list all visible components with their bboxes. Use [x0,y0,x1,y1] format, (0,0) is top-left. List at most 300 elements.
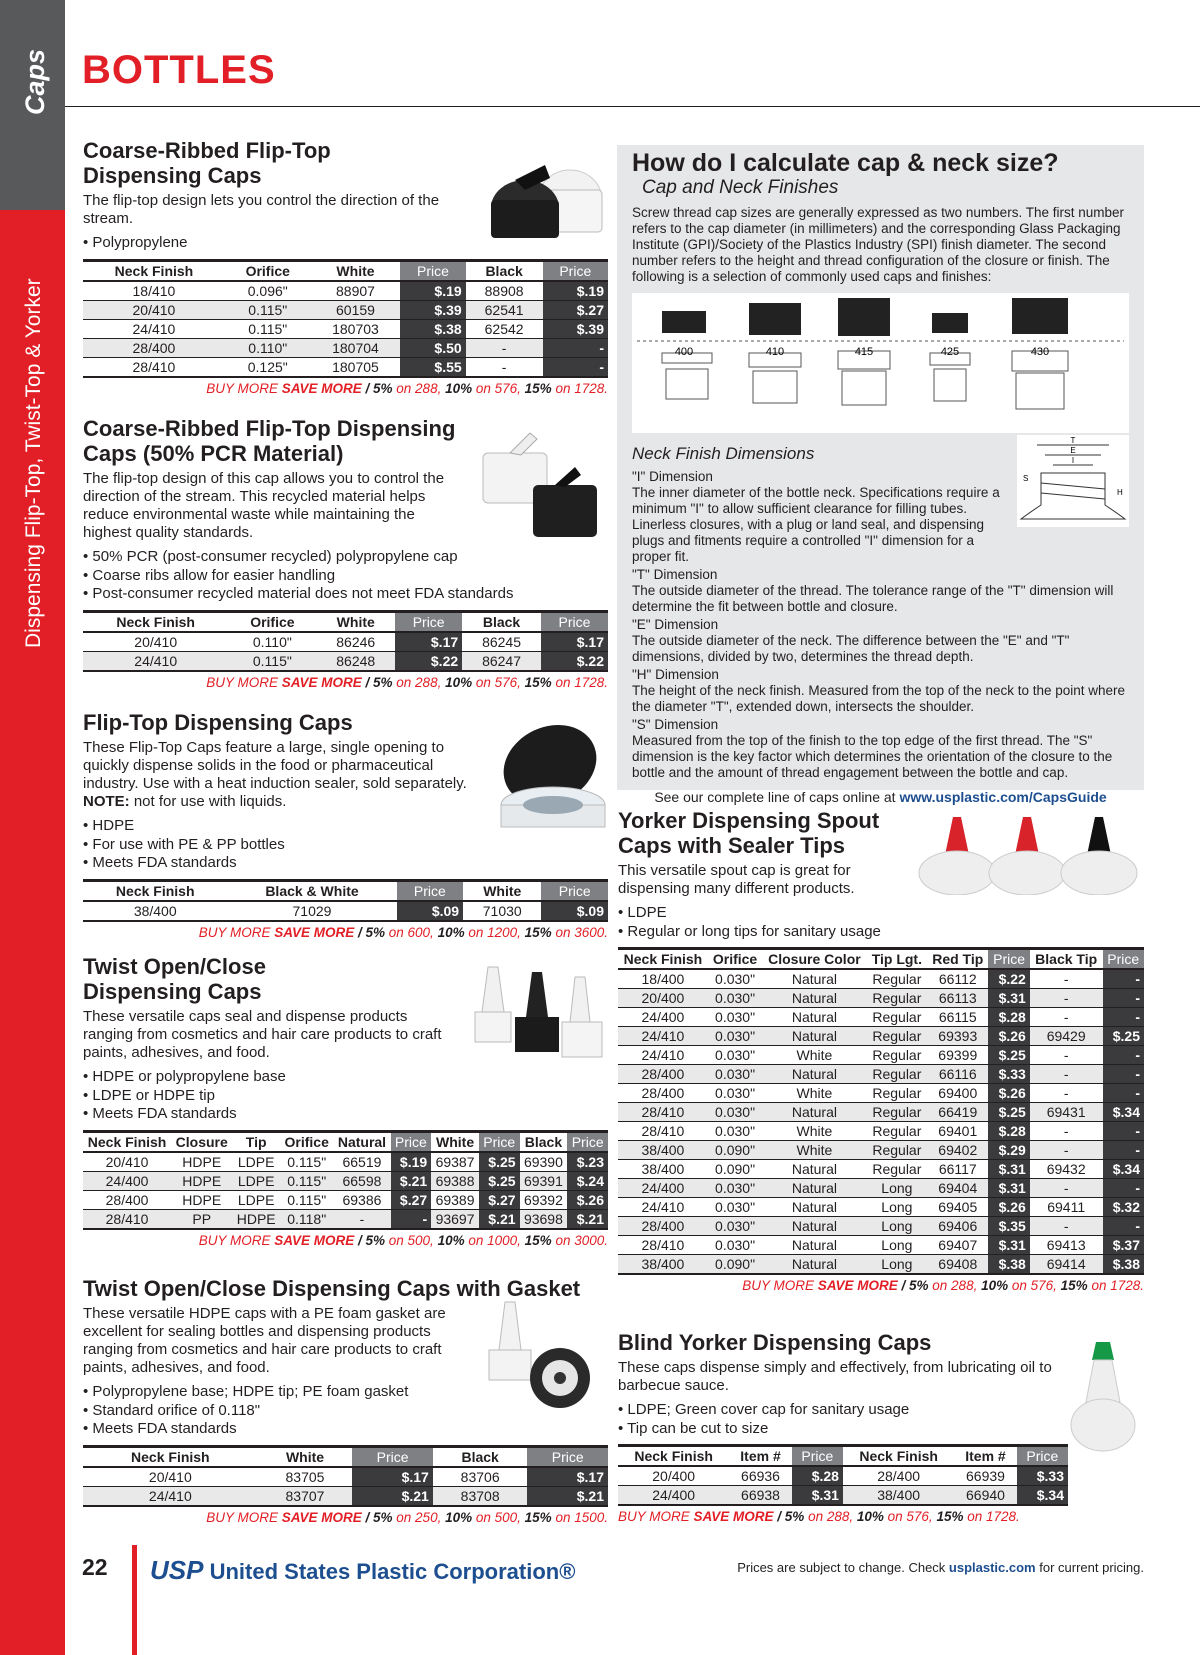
table-cell: 69399 [927,1046,988,1065]
table-cell: Natural [762,1217,866,1236]
table-row [618,1008,1144,1027]
table-cell: 60159 [311,300,401,319]
usp-logo-icon: USP [150,1555,204,1585]
table-cell: - [1030,1008,1103,1027]
yorker-caps-image [915,815,1145,900]
table-cell: $.19 [543,281,608,301]
table-cell: 86247 [462,651,541,671]
table-cell: Regular [867,1160,928,1179]
table-cell: 66939 [954,1466,1016,1486]
table-row [83,300,608,319]
table-cell: 0.110" [228,632,316,652]
column-header: Item # [954,1446,1016,1467]
table-cell: HDPE [171,1190,232,1209]
section-title: Coarse-Ribbed Flip-Top Dispensing Caps (50% PCR Material) [83,416,456,466]
table-cell: Natural [762,1065,866,1084]
feature-item: • LDPE or HDPE tip [83,1087,608,1106]
table-cell: 66112 [927,969,988,989]
table-cell: 24/400 [618,1486,729,1506]
table-cell: HDPE [171,1152,232,1172]
discount-qty: on 1728. [1087,1278,1144,1293]
table-cell: $.27 [391,1190,432,1209]
discount-percent: 10% [445,1509,473,1525]
column-header: Neck Finish [83,880,227,901]
desc-text: These Flip-Top Caps feature a large, single opening to quickly dispense solids in the food or pharmaceutical industry. Use with a heat induction sealer, sold separately. [83,739,467,792]
feature-list [83,548,608,604]
table-cell: 69429 [1030,1027,1103,1046]
table-cell: 38/400 [83,901,227,921]
column-header: Tip [232,1131,280,1152]
column-header: Price [541,880,608,901]
blind-yorker-cap-image [1068,1340,1148,1460]
table-row [618,1255,1144,1275]
table-cell: - [1103,1065,1145,1084]
column-header: Price [543,260,608,281]
table-cell: - [1103,1141,1145,1160]
column-header: Closure Color [762,949,866,970]
table-cell: 0.030" [708,1217,762,1236]
table-cell: $.33 [1017,1466,1068,1486]
table-cell: $.31 [988,989,1029,1008]
table-cell: - [333,1209,390,1229]
table-cell: - [1103,1217,1145,1236]
table-cell: $.23 [567,1152,608,1172]
discount-percent: 15% [524,924,552,940]
finish-label: 415 [854,346,874,358]
discount-qty: on 3000. [551,1232,608,1248]
table-row [618,1065,1144,1084]
column-header: Black [462,611,541,632]
save-text: / [361,380,374,396]
table-cell: $.35 [988,1217,1029,1236]
table-cell: $.24 [567,1171,608,1190]
table-cell: - [1030,1065,1103,1084]
table-cell: 88907 [311,281,401,301]
table-row [83,1209,608,1229]
finish-label: 410 [765,346,785,358]
column-header: White [316,611,395,632]
table-cell: Regular [867,969,928,989]
table-cell: - [1103,1046,1145,1065]
table-cell: $.25 [988,1103,1029,1122]
feature-item: • Meets FDA standards [83,1105,608,1124]
table-cell: 0.030" [708,1179,762,1198]
table-cell: 28/410 [618,1103,708,1122]
table-row [83,1467,608,1487]
column-header: Closure [171,1131,232,1152]
table-cell: - [1030,969,1103,989]
buy-more-save-more [83,1233,608,1248]
table-cell: $.33 [988,1065,1029,1084]
save-text: SAVE MORE [693,1509,774,1524]
column-header: Red Tip [927,949,988,970]
table-cell: Regular [867,1122,928,1141]
caps-guide-link[interactable]: www.usplastic.com/CapsGuide [899,789,1107,805]
feature-item: • HDPE [83,817,608,836]
dimension-name: "H" Dimension [632,667,719,682]
table-cell: 69400 [927,1084,988,1103]
discount-qty: on 288, [392,674,446,690]
table-cell: 69390 [520,1152,568,1172]
table-cell: $.39 [543,319,608,338]
table-cell: $.26 [567,1190,608,1209]
table-header-row [83,880,608,901]
table-header-row [618,1446,1068,1467]
dimension-text: The height of the neck finish. Measured from the top of the neck to the point where the diameter "T", extended down, intersects the shoulder. [632,683,1126,714]
discount-percent: 10% [437,924,465,940]
table-cell: 28/410 [83,1209,171,1229]
table-cell: 86246 [316,632,395,652]
diagram-label: T [1070,436,1076,445]
table-cell: Regular [867,1046,928,1065]
table-cell: 20/400 [618,989,708,1008]
column-header: Neck Finish [83,260,225,281]
buy-more-save-more [83,381,608,396]
table-cell: 0.030" [708,1122,762,1141]
notice-post: for current pricing. [1035,1560,1144,1575]
table-row [618,1122,1144,1141]
page-number: 22 [82,1554,108,1580]
table-cell: - [1103,1084,1145,1103]
table-cell: 71030 [463,901,541,921]
table-cell: White [762,1046,866,1065]
column-header: Price [391,1131,432,1152]
table-row [618,1084,1144,1103]
table-cell: 28/400 [618,1084,708,1103]
company-name: United States Plastic Corporation® [209,1559,576,1584]
table-cell: Long [867,1198,928,1217]
table-cell: $.55 [400,357,465,377]
table-cell: $.28 [792,1466,843,1486]
table-cell: 20/410 [83,300,225,319]
pricing-notice [737,1560,1144,1575]
feature-item: • Meets FDA standards [83,854,608,873]
table-cell: 24/410 [618,1027,708,1046]
table-cell: 24/400 [83,1171,171,1190]
table-cell: Natural [762,1103,866,1122]
diagram-label: H [1117,488,1123,497]
finish-label: 425 [940,346,960,358]
table-cell: 28/410 [618,1236,708,1255]
column-header: Orifice [708,949,762,970]
feature-item: • For use with PE & PP bottles [83,836,608,855]
table-cell: Regular [867,1008,928,1027]
discount-qty: on 250, [392,1509,446,1525]
table-row [83,901,608,921]
table-cell: $.25 [479,1152,520,1172]
desc-note: NOTE: [83,793,130,810]
column-header: White [258,1446,353,1467]
table-cell: $.26 [988,1198,1029,1217]
table-cell: Natural [762,1179,866,1198]
table-cell: 0.125" [225,357,311,377]
table-cell: 62541 [466,300,543,319]
table-cell: 0.090" [708,1160,762,1179]
table-cell: 86245 [462,632,541,652]
table-cell: $.31 [988,1236,1029,1255]
discount-percent: 15% [936,1509,964,1524]
table-row [83,632,608,652]
dimension-name: "I" Dimension [632,469,713,484]
sidebar-tab-caps[interactable] [0,0,65,210]
sidebar [0,0,65,1655]
save-text: BUY MORE [618,1509,694,1524]
save-text: / [773,1509,785,1524]
discount-percent: 5% [909,1278,929,1293]
table-cell: 28/400 [618,1065,708,1084]
table-cell: $.17 [395,632,462,652]
table-cell: 69406 [927,1217,988,1236]
section-description: These caps dispense simply and effectively, from lubricating oil to barbecue sauce. [618,1359,1052,1394]
table-cell: $.17 [541,632,608,652]
table-cell: Regular [867,1027,928,1046]
table-cell: - [1103,1179,1145,1198]
notice-pre: Prices are subject to change. Check [737,1560,949,1575]
discount-percent: 15% [524,674,552,690]
table-header-row [83,611,608,632]
table-row [83,1152,608,1172]
table-row [83,651,608,671]
table-cell: - [466,357,543,377]
table-cell: 0.115" [228,651,316,671]
table-cell: 71029 [227,901,396,921]
table-cell: $.31 [792,1486,843,1506]
table-cell: - [1103,1008,1145,1027]
table-header-row [83,260,608,281]
table-cell: 0.115" [225,319,311,338]
table-cell: 69402 [927,1141,988,1160]
table-cell: $.26 [988,1084,1029,1103]
table-cell: 88908 [466,281,543,301]
column-header: Black [466,260,543,281]
table-cell: $.19 [391,1152,432,1172]
table-cell: $.31 [988,1160,1029,1179]
table-cell: 69393 [927,1027,988,1046]
discount-qty: on 1200, [464,924,525,940]
finish-label: 430 [1030,346,1050,358]
table-cell: Natural [762,989,866,1008]
save-text: BUY MORE [742,1278,818,1293]
table-cell: 28/400 [843,1466,954,1486]
table-cell: $.09 [397,901,464,921]
column-header: Neck Finish [618,949,708,970]
column-header: Price [541,611,608,632]
feature-item: • Polypropylene [83,234,608,253]
table-cell: Natural [762,1198,866,1217]
table-cell: $.32 [1103,1198,1145,1217]
table-cell: 28/400 [618,1217,708,1236]
table-cell: - [1030,1084,1103,1103]
table-cell: 62542 [466,319,543,338]
table-cell: LDPE [232,1171,280,1190]
section-description: These versatile caps seal and dispense products ranging from cosmetics and hair care products to craft paints, adhesives, and food. [83,1008,442,1061]
table-cell: 180703 [311,319,401,338]
dimension-name: "E" Dimension [632,617,719,632]
column-header: Orifice [225,260,311,281]
dimension-name: "T" Dimension [632,567,718,582]
table-cell: Regular [867,1141,928,1160]
table-cell: 28/410 [618,1122,708,1141]
table-cell: - [1030,1179,1103,1198]
table-cell: $.29 [988,1141,1029,1160]
table-cell: Regular [867,1065,928,1084]
dimension-text: The outside diameter of the thread. The tolerance range of the "T" dimension will determine the fit between bottle and closure. [632,583,1114,614]
table-cell: 0.030" [708,969,762,989]
section-title: Twist Open/Close Dispensing Caps with Gasket [83,1276,581,1301]
table-cell: - [543,357,608,377]
discount-percent: 10% [445,380,473,396]
see-more-text: See our complete line of caps online at [654,789,900,805]
table-cell: 0.115" [225,300,311,319]
table-cell: $.25 [479,1171,520,1190]
table-cell: Natural [762,1255,866,1275]
save-text: / [354,1232,366,1248]
table-cell: $.25 [988,1046,1029,1065]
section-title: Yorker Dispensing Spout Caps with Sealer Tips [618,808,880,858]
discount-percent: 5% [373,674,393,690]
table-cell: PP [171,1209,232,1229]
column-header: Price [1017,1446,1068,1467]
discount-percent: 15% [1060,1278,1088,1293]
column-header: Natural [333,1131,390,1152]
discount-qty: on 1728. [551,674,608,690]
table-row [618,1160,1144,1179]
table-cell: White [762,1141,866,1160]
table-cell: 24/410 [618,1198,708,1217]
table-row [618,1141,1144,1160]
table-cell: 28/410 [83,357,225,377]
section-title: Twist Open/Close Dispensing Caps [83,954,266,1004]
save-text: BUY MORE [206,674,282,690]
table-cell: Regular [867,1103,928,1122]
section-title: Flip-Top Dispensing Caps [83,710,353,735]
table-cell: 24/410 [618,1046,708,1065]
column-header: Price [1103,949,1145,970]
table-cell: 93697 [431,1209,479,1229]
section-description: These versatile HDPE caps with a PE foam gasket are excellent for sealing bottles and dispensing products ranging from cosmetics and hair care products to craft paints, adhesives, and food. [83,1305,446,1376]
table-cell: 69392 [520,1190,568,1209]
section-description: This versatile spout cap is great for dispensing many different products. [618,862,855,897]
discount-percent: 5% [373,1509,393,1525]
table-row [83,1486,608,1506]
discount-qty: on 3600. [551,924,608,940]
table-cell: 24/410 [83,319,225,338]
table-cell: $.17 [527,1467,608,1487]
feature-item: • Polypropylene base; HDPE tip; PE foam gasket [83,1383,608,1402]
price-table [83,1445,608,1507]
discount-percent: 5% [373,380,393,396]
table-row [618,1486,1068,1506]
table-cell: 86248 [316,651,395,671]
usplastic-link[interactable]: usplastic.com [948,1560,1036,1575]
table-row [83,1190,608,1209]
table-cell: 66117 [927,1160,988,1179]
table-cell: LDPE [232,1152,280,1172]
table-cell: Long [867,1179,928,1198]
table-cell: 69408 [927,1255,988,1275]
buy-more-save-more [618,1509,1068,1524]
table-cell: $.34 [1017,1486,1068,1506]
guide-see-more [632,789,1129,805]
section-description: The flip-top design lets you control the direction of the stream. [83,192,440,227]
table-cell: $.34 [1103,1160,1145,1179]
column-header: Neck Finish [618,1446,729,1467]
table-row [618,1027,1144,1046]
dimension-text: The inner diameter of the bottle neck. Specifications require a minimum "I" to allow sufficient clearance for filling tubes. Linerless closures, with a plug or land seal, and dispensing plugs and fitments require a controlled "I" dimension for a proper fit. [632,485,1000,564]
table-cell: $.50 [400,338,465,357]
finishes-illustration [632,293,1129,433]
table-cell: 66598 [333,1171,390,1190]
buy-more-save-more [618,1278,1144,1293]
table-cell: 28/400 [83,1190,171,1209]
save-text: BUY MORE [206,1509,282,1525]
table-cell: $.21 [567,1209,608,1229]
table-row [83,1171,608,1190]
column-header: Orifice [228,611,316,632]
table-cell: White [762,1122,866,1141]
discount-qty: on 1500. [551,1509,608,1525]
save-text: SAVE MORE [281,380,362,396]
table-cell: 66519 [333,1152,390,1172]
column-header: Price [988,949,1029,970]
sidebar-section-label: Dispensing Flip-Top, Twist-Top & Yorker [22,278,45,648]
column-header: Price [792,1446,843,1467]
table-cell: 69411 [1030,1198,1103,1217]
table-cell: 180704 [311,338,401,357]
feature-item: • LDPE; Green cover cap for sanitary usage [618,1401,1068,1420]
table-cell: 69388 [431,1171,479,1190]
feature-item: • Tip can be cut to size [618,1420,1068,1439]
table-cell: 20/400 [618,1466,729,1486]
table-cell: - [1030,989,1103,1008]
company-logo[interactable] [150,1555,575,1586]
table-cell: 83708 [433,1486,528,1506]
cap-neck-guide-panel [617,145,1144,805]
discount-qty: on 576, [472,674,525,690]
table-cell: 0.030" [708,1046,762,1065]
save-text: SAVE MORE [281,1509,362,1525]
price-table [618,947,1144,1275]
table-cell: $.17 [352,1467,432,1487]
table-cell: 0.090" [708,1255,762,1275]
discount-qty: on 576, [472,380,525,396]
discount-qty: on 500, [472,1509,525,1525]
column-header: Tip Lgt. [867,949,928,970]
table-cell: $.21 [479,1209,520,1229]
section-description: The flip-top design of this cap allows you to control the direction of the stream. This recycled material helps reduce environmental waste while maintaining the highest quality standards. [83,470,445,541]
save-text: SAVE MORE [274,1232,355,1248]
feature-item: • HDPE or polypropylene base [83,1068,608,1087]
table-cell: 20/410 [83,1467,258,1487]
table-cell: 0.030" [708,1065,762,1084]
feature-item: • 50% PCR (post-consumer recycled) polypropylene cap [83,548,608,567]
flip-top-cap-image [485,150,605,245]
table-cell: - [1030,1046,1103,1065]
save-text: BUY MORE [206,380,282,396]
table-cell: 66940 [954,1486,1016,1506]
save-text: SAVE MORE [817,1278,898,1293]
table-cell: Natural [762,1236,866,1255]
discount-percent: 10% [445,674,473,690]
table-row [618,1236,1144,1255]
table-cell: - [1030,1122,1103,1141]
table-cell: $.39 [400,300,465,319]
column-header: White [311,260,401,281]
table-cell: $.22 [988,969,1029,989]
footer-bar [132,1545,137,1655]
table-cell: 180705 [311,357,401,377]
table-cell: 24/400 [618,1008,708,1027]
